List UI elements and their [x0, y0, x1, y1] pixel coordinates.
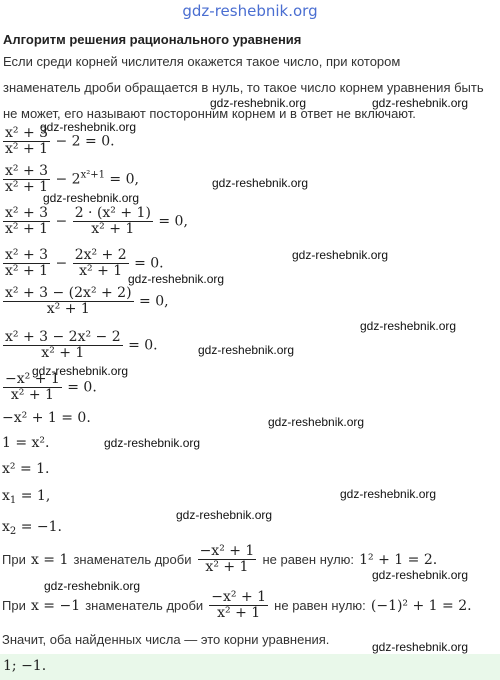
site-watermark-top: gdz-reshebnik.org — [182, 2, 318, 20]
equation-step-6: $\frac{\text{x² + 3 − 2x² − 2}}{\text{x² + 1}}$ = 0. — [5, 329, 158, 361]
watermark: gdz-reshebnik.org — [372, 96, 469, 110]
equation-step-1: $\frac{\text{x² + 3}}{\text{x² + 1}}$ − 2 = 0. — [5, 125, 115, 157]
equation-step-4: $\frac{\text{x² + 3}}{\text{x² + 1}}$ − $\frac{\text{2x² + 2}}{\text{x² + 1}}$ = 0. — [5, 247, 164, 279]
fraction: $\frac{\text{2x² + 2}}{\text{x² + 1}}$ — [74, 247, 127, 279]
equation-step-8: −x² + 1 = 0. — [2, 410, 91, 426]
fraction: $\frac{\text{x² + 3 − (2x² + 2)}}{\text{x² + 1}}$ — [5, 285, 132, 317]
watermark: gdz-reshebnik.org — [360, 319, 457, 333]
fraction: $\frac{\text{x² + 3}}{\text{x² + 1}}$ — [5, 247, 49, 279]
watermark: gdz-reshebnik.org — [340, 487, 437, 501]
fraction: $\frac{\text{x² + 3}}{\text{x² + 1}}$ — [5, 125, 49, 157]
check-line-2: При x = −1 знаменатель дроби $\frac{\text{−x² + 1}}{\text{x² + 1}}$ не равен нулю: (−1)² + 1 = 2. — [2, 589, 472, 621]
root-x1: $x_1 = 1$, — [2, 488, 51, 506]
watermark: gdz-reshebnik.org — [32, 364, 129, 378]
equation-step-5: $\frac{\text{x² + 3 − (2x² + 2)}}{\text{x² + 1}}$ = 0, — [5, 285, 169, 317]
conclusion: Значит, оба найденных числа — это корни уравнения. — [2, 632, 330, 647]
fraction: $\frac{\text{x² + 3}}{\text{x² + 1}}$ — [5, 163, 49, 195]
watermark: gdz-reshebnik.org — [198, 343, 295, 357]
fraction: $\frac{\text{−x² + 1}}{\text{x² + 1}}$ — [211, 589, 267, 621]
root-x2: $x_2 = -1$. — [2, 519, 62, 537]
watermark: gdz-reshebnik.org — [43, 191, 140, 205]
paragraph-line-2: знаменатель дроби обращается в нуль, то такое число корнем уравнения быть — [3, 80, 484, 95]
fraction: $\frac{\text{x² + 3}}{\text{x² + 1}}$ — [5, 205, 49, 237]
section-heading: Алгоритм решения рационального уравнения — [3, 32, 302, 47]
watermark: gdz-reshebnik.org — [40, 120, 137, 134]
watermark: gdz-reshebnik.org — [372, 568, 469, 582]
equation-step-3: $\frac{\text{x² + 3}}{\text{x² + 1}}$ − $\frac{\text{2 · (x² + 1)}}{\text{x² + 1}}$ = 0, — [5, 205, 188, 237]
watermark: gdz-reshebnik.org — [210, 96, 307, 110]
watermark: gdz-reshebnik.org — [292, 248, 389, 262]
watermark: gdz-reshebnik.org — [268, 415, 365, 429]
watermark: gdz-reshebnik.org — [372, 640, 469, 654]
watermark: gdz-reshebnik.org — [128, 272, 225, 286]
fraction: $\frac{\text{−x² + 1}}{\text{x² + 1}}$ — [5, 371, 60, 403]
answer: 1; −1. — [3, 658, 47, 674]
check-line-1: При x = 1 знаменатель дроби $\frac{\text{−x² + 1}}{\text{x² + 1}}$ не равен нулю: 1² + 1 = 2. — [2, 543, 438, 575]
fraction: $\frac{\text{−x² + 1}}{\text{x² + 1}}$ — [199, 543, 255, 575]
equation-step-2: $\frac{\text{x² + 3}}{\text{x² + 1}}$ − $2^{x^2+1} = 0$, — [5, 163, 139, 195]
answer-box — [0, 654, 500, 680]
paragraph-line-3: не может, его называют посторонним корнем и в ответ не включают. — [3, 106, 416, 121]
watermark: gdz-reshebnik.org — [104, 436, 201, 450]
watermark: gdz-reshebnik.org — [212, 176, 309, 190]
fraction: $\frac{\text{2 · (x² + 1)}}{\text{x² + 1}}$ — [74, 205, 151, 237]
fraction: $\frac{\text{x² + 3 − 2x² − 2}}{\text{x² + 1}}$ — [5, 329, 121, 361]
paragraph-line-1: Если среди корней числителя окажется такое число, при котором — [3, 54, 401, 69]
watermark: gdz-reshebnik.org — [176, 508, 273, 522]
equation-step-10: x² = 1. — [2, 461, 50, 477]
equation-step-7: $\frac{\text{−x² + 1}}{\text{x² + 1}}$ = 0. — [5, 371, 97, 403]
watermark: gdz-reshebnik.org — [44, 579, 141, 593]
equation-step-9: 1 = x². — [2, 435, 50, 451]
